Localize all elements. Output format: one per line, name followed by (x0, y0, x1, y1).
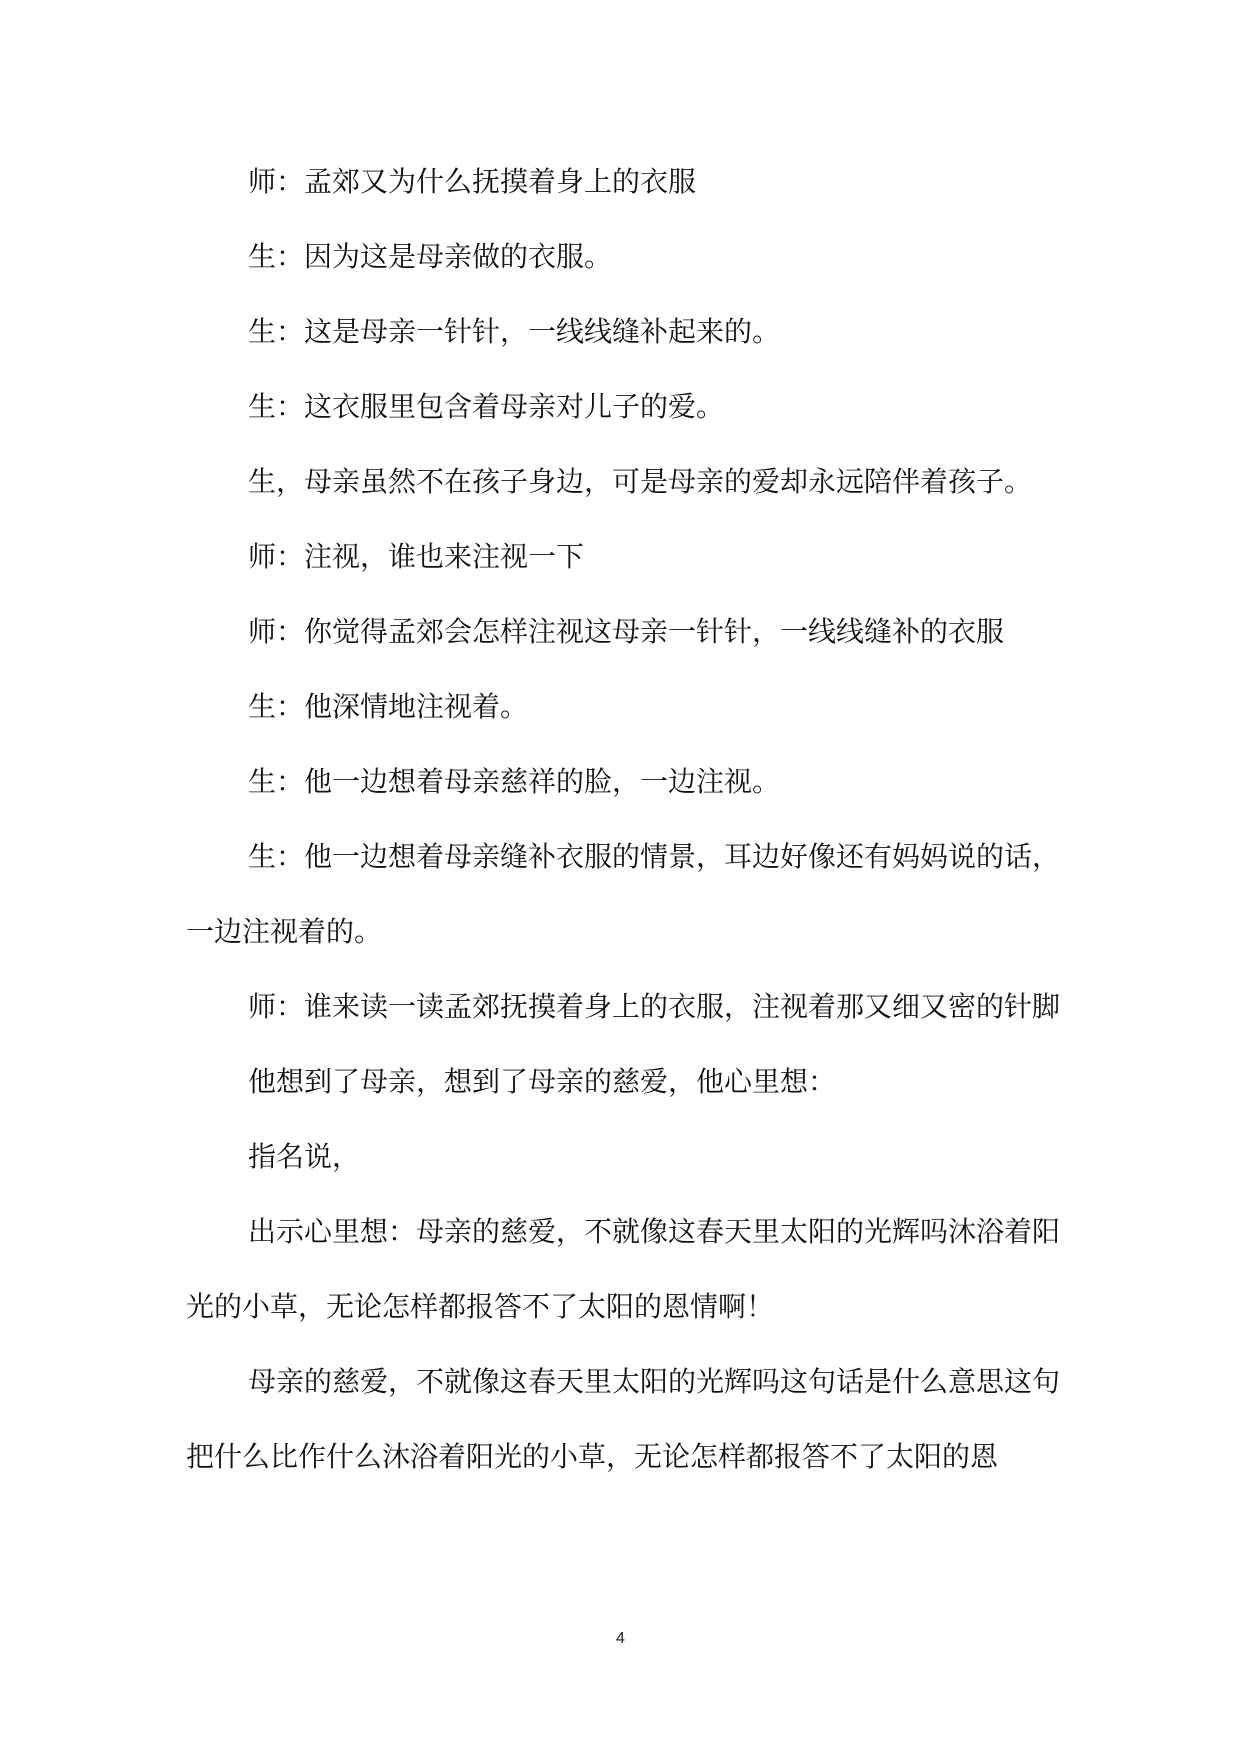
paragraph: 生：他深情地注视着。 (248, 690, 529, 723)
paragraph: 师：谁来读一读孟郊抚摸着身上的衣服，注视着那又细又密的针脚 (248, 990, 1061, 1023)
paragraph: 指名说， (248, 1140, 361, 1173)
paragraph: 生：因为这是母亲做的衣服。 (248, 240, 613, 273)
paragraph: 师：孟郊又为什么抚摸着身上的衣服 (248, 165, 697, 198)
paragraph: 师：注视，谁也来注视一下 (248, 540, 585, 573)
paragraph: 生：他一边想着母亲缝补衣服的情景，耳边好像还有妈妈说的话，一边注视着的。 (186, 840, 1061, 948)
page-number: 4 (616, 1630, 625, 1647)
paragraph: 生：他一边想着母亲慈祥的脸，一边注视。 (248, 765, 781, 798)
paragraph: 出示心里想：母亲的慈爱，不就像这春天里太阳的光辉吗沐浴着阳光的小草，无论怎样都报答不了太阳的恩情啊！ (186, 1215, 1061, 1323)
body-text (186, 144, 1066, 1494)
paragraph: 生：这衣服里包含着母亲对儿子的爱。 (248, 390, 725, 423)
paragraph: 他想到了母亲，想到了母亲的慈爱，他心里想： (248, 1065, 837, 1098)
paragraph: 师：你觉得孟郊会怎样注视这母亲一针针，一线线缝补的衣服 (248, 615, 1005, 648)
paragraph: 生：这是母亲一针针，一线线缝补起来的。 (248, 315, 781, 348)
paragraph: 母亲的慈爱，不就像这春天里太阳的光辉吗这句话是什么意思这句把什么比作什么沐浴着阳光的小草，无论怎样都报答不了太阳的恩 (186, 1365, 1061, 1473)
paragraph: 生，母亲虽然不在孩子身边，可是母亲的爱却永远陪伴着孩子。 (248, 465, 1033, 498)
